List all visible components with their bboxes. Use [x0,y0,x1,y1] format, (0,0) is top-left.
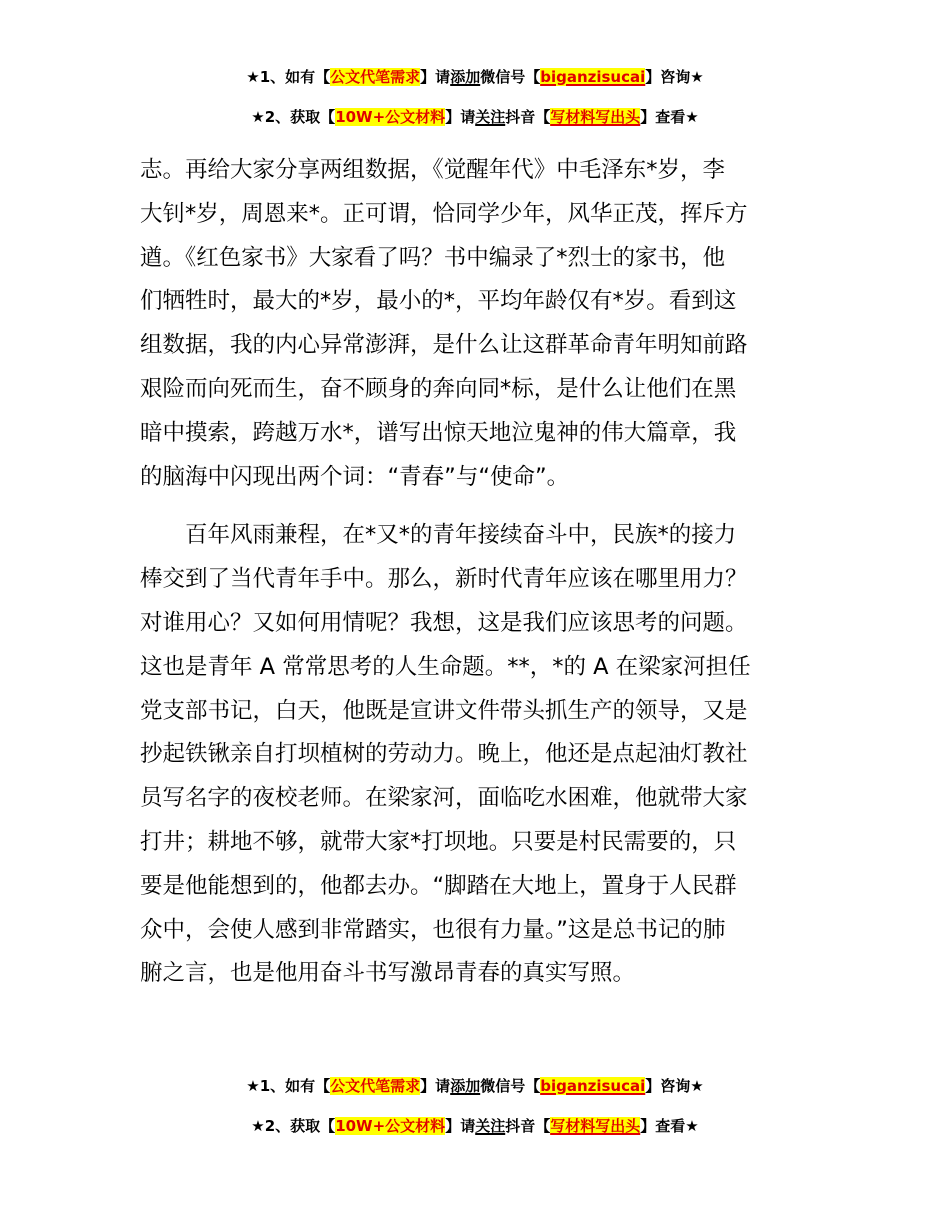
text-line: 暗中摸索，跨越万水*，谱写出惊天地泣鬼神的伟大篇章，我 [140,419,737,446]
banner-text: 】请 [445,108,476,126]
promo-banner-line-2 [0,106,950,128]
banner-text: 微信号【 [480,68,541,86]
highlight-service: 公文代笔需求 [330,68,421,86]
text-line: 党支部书记，白天，他既是宣讲文件带头抓生产的领导，又是 [140,697,748,724]
promo-banner-line-2-footer [0,1115,950,1137]
highlight-service: 公文代笔需求 [330,1077,421,1095]
highlight-wechat-id: biganzisucai [540,68,646,86]
text-line: 们牺牲时，最大的*岁，最小的*，平均年龄仅有*岁。看到这 [140,288,737,315]
text-line: 组数据，我的内心异常澎湃，是什么让这群革命青年明知前路 [140,332,748,359]
text-line: 抄起铁锹亲自打坝植树的劳动力。晚上，他还是点起油灯教社 [140,741,748,768]
paragraph-2 [140,514,812,996]
text-line: 遒。《红色家书》大家看了吗？书中编录了*烈士的家书，他 [140,244,726,271]
promo-banner-line-1-footer [0,1075,950,1097]
text-line: 的脑海中闪现出两个词：“青春”与“使命”。 [140,463,570,490]
underlined-text: 添加 [450,68,481,86]
banner-text: 抖音【 [505,108,551,126]
banner-text: ★1、如有【 [246,1077,331,1095]
banner-text: 】咨询★ [645,68,704,86]
text-line: 对谁用心？又如何用情呢？我想，这是我们应该思考的问题。 [140,609,748,636]
underlined-text: 关注 [475,1117,506,1135]
banner-text: 抖音【 [505,1117,551,1135]
underlined-text: 关注 [475,108,506,126]
text-line: 这也是青年 A 常常思考的人生命题。**，*的 A 在梁家河担任 [140,653,751,680]
banner-text: 微信号【 [480,1077,541,1095]
banner-text: ★2、获取【 [251,108,336,126]
underlined-text: 添加 [450,1077,481,1095]
highlight-wechat-id: biganzisucai [540,1077,646,1095]
highlight-materials: 10W+公文材料 [335,1117,446,1135]
banner-text: 】咨询★ [645,1077,704,1095]
text-line: 要是他能想到的，他都去办。“脚踏在大地上，置身于人民群 [140,872,737,899]
highlight-materials: 10W+公文材料 [335,108,446,126]
text-line: 打井；耕地不够，就带大家*打坝地。只要是村民需要的，只 [140,828,737,855]
banner-text: 】查看★ [640,108,699,126]
text-line: 艰险而向死而生，奋不顾身的奔向同*标，是什么让他们在黑 [140,375,737,402]
document-body [140,149,812,996]
banner-text: 】请 [420,68,451,86]
paragraph-1 [140,149,812,499]
text-line: 百年风雨兼程，在*又*的青年接续奋斗中，民族*的接力 [185,522,737,549]
highlight-douyin-id: 写材料写出头 [550,1117,641,1135]
text-line: 志。再给大家分享两组数据，《觉醒年代》中毛泽东*岁，李 [140,157,726,183]
text-line: 员写名字的夜校老师。在梁家河，面临吃水困难，他就带大家 [140,785,748,812]
banner-text: 】查看★ [640,1117,699,1135]
text-line: 腑之言，也是他用奋斗书写激昂青春的真实写照。 [140,960,636,987]
text-line: 众中，会使人感到非常踏实，也很有力量。”这是总书记的肺 [140,916,726,943]
banner-text: ★2、获取【 [251,1117,336,1135]
highlight-douyin-id: 写材料写出头 [550,108,641,126]
promo-banner-line-1 [0,66,950,88]
text-line: 大钊*岁，周恩来*。正可谓，恰同学少年，风华正茂，挥斥方 [140,200,748,227]
banner-text: ★1、如有【 [246,68,331,86]
banner-text: 】请 [445,1117,476,1135]
banner-text: 】请 [420,1077,451,1095]
text-line: 棒交到了当代青年手中。那么，新时代青年应该在哪里用力？ [140,566,748,593]
